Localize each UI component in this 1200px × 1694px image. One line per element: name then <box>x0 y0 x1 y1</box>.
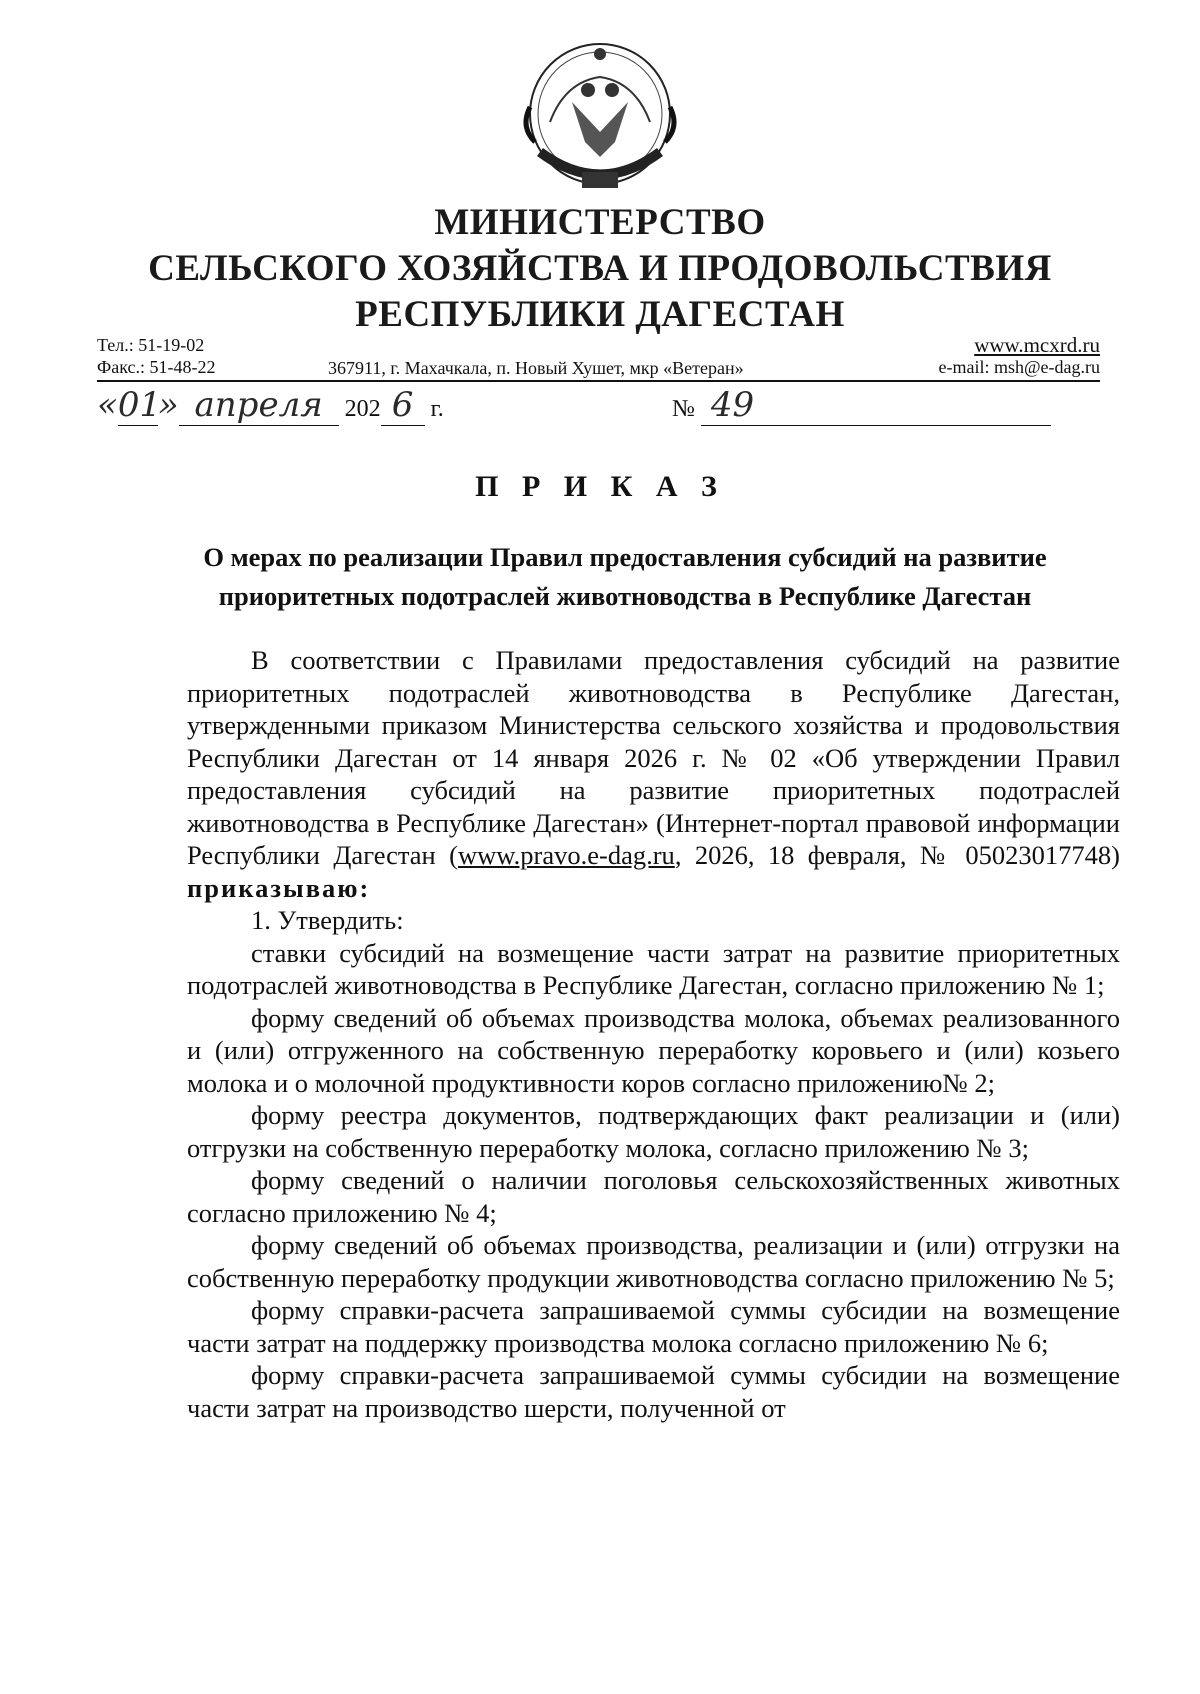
coat-of-arms-emblem <box>510 32 690 202</box>
paragraph-registry-form: форму реестра документов, подтверждающих факт реализации и (или) отгрузки на собственную переработку молока, согласно приложению № 3; <box>187 1100 1120 1163</box>
ministry-line-3: РЕСПУБЛИКИ ДАГЕСТАН <box>355 294 845 335</box>
order-date <box>97 385 444 426</box>
number-label: № <box>672 396 695 422</box>
header-divider <box>97 380 1100 382</box>
date-month: апреля <box>179 385 339 426</box>
web-contacts <box>855 334 1100 378</box>
date-open-quote: « <box>97 385 118 425</box>
date-year-prefix: 202 <box>344 396 381 422</box>
paragraph-rates: ставки субсидий на возмещение части затрат на развитие приоритетных подотраслей животноводства в Республике Дагестан, согласно приложению № 1; <box>187 937 1120 1000</box>
date-year-unit: г. <box>430 396 444 422</box>
paragraph-livestock-form: форму сведений о наличии поголовья сельскохозяйственных животных согласно приложению № 4; <box>187 1165 1120 1228</box>
paragraph-milk-form: форму сведений об объемах производства молока, объемах реализованного и (или) отгруженного на собственную переработку коровьего и (или) козьего молока и о молочной продуктивности коров согласно приложению№ 2; <box>187 1002 1120 1098</box>
document-body <box>187 644 1120 1424</box>
address: 367911, г. Махачкала, п. Новый Хушет, мкр «Ветеран» <box>328 358 744 378</box>
date-close-quote: » <box>157 385 179 425</box>
fax-number: Факс.: 51-48-22 <box>97 357 216 377</box>
ministry-line-1: МИНИСТЕРСТВО <box>434 202 766 243</box>
date-year-suffix: 6 <box>381 385 425 426</box>
order-word: приказываю: <box>187 872 371 903</box>
paragraph-production-form: форму сведений об объемах производства, реализации и (или) отгрузки на собственную переработку продукции животноводства согласно приложению № 5; <box>187 1230 1120 1293</box>
pravo-link[interactable]: www.pravo.e-dag.ru <box>457 840 675 870</box>
document-subject: О мерах по реализации Правил предоставления субсидий на развитие приоритетных подотраслей животноводства в Республике Дагестан <box>203 542 1047 611</box>
intro-text: В соответствии с Правилами предоставления субсидий на развитие приоритетных подотраслей животноводства в Республике Дагестан, утвержденными приказом Министерства сельского хозяйства и продовольствия Республики Дагестан от 14 января 2026 г. № 02 «Об утверждении Правил предоставления субсидий на развитие приоритетных подотраслей животноводства в Республике Дагестан» (Интернет-портал правовой информации Республики Дагестан ( <box>187 645 1120 870</box>
paragraph-milk-calc-form: форму справки-расчета запрашиваемой суммы субсидии на возмещение части затрат на поддержку производства молока согласно приложению № 6; <box>187 1295 1120 1358</box>
paragraph-wool-calc-form: форму справки-расчета запрашиваемой суммы субсидии на возмещение части затрат на производство шерсти, полученной от <box>187 1360 1120 1423</box>
intro-tail: , 2026, 18 февраля, № 05023017748) <box>674 840 1120 870</box>
intro-paragraph <box>187 644 1120 904</box>
item-1: 1. Утвердить: <box>251 905 404 935</box>
website-link[interactable]: www.mcxrd.ru <box>974 333 1100 357</box>
email-address: e-mail: msh@e-dag.ru <box>938 357 1100 377</box>
phone-fax-block <box>97 334 216 378</box>
ministry-line-2: СЕЛЬСКОГО ХОЗЯЙСТВА И ПРОДОВОЛЬСТВИЯ <box>148 248 1052 289</box>
date-day: 01 <box>117 385 162 425</box>
number-value: 49 <box>701 385 1051 426</box>
ministry-name <box>0 200 1200 338</box>
document-title: П Р И К А З <box>475 470 725 503</box>
order-number <box>672 385 1051 426</box>
phone-number: Тел.: 51-19-02 <box>97 335 205 355</box>
